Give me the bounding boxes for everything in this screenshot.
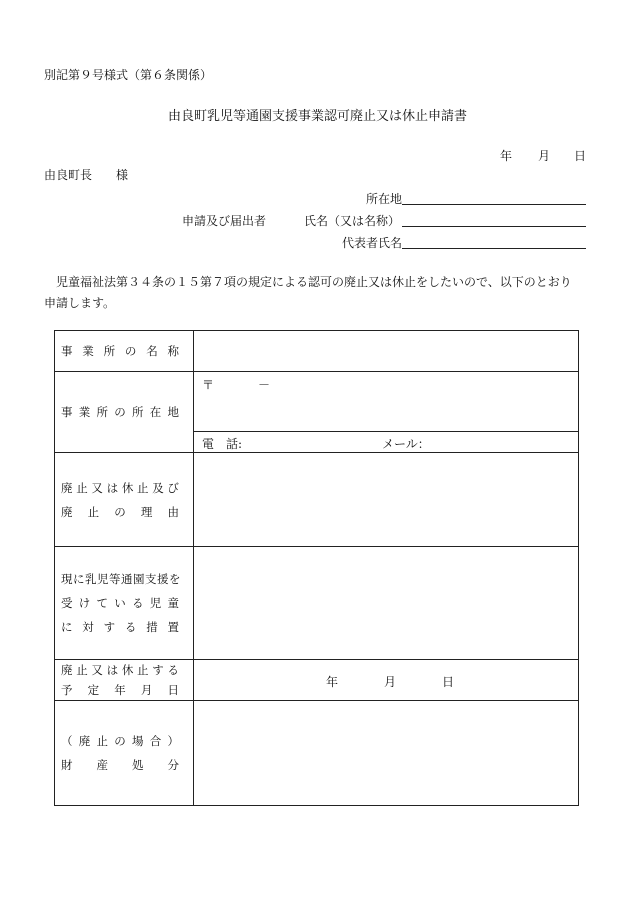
- scheduled-date-field[interactable]: [194, 660, 579, 701]
- label-line: 事 業 所 の 名 称: [61, 344, 179, 358]
- label-line: 予 定 年 月 日: [61, 683, 179, 697]
- scheduled-year: 年: [326, 675, 339, 689]
- name-label: 氏名（又は名称）: [304, 214, 401, 228]
- child-measures-field[interactable]: [194, 547, 579, 660]
- contact-field[interactable]: [194, 432, 579, 453]
- intro-line-2: 申請します。: [44, 296, 116, 310]
- date-year: 年: [500, 149, 513, 163]
- label-facility-address: [55, 372, 194, 453]
- phone-label: 電 話:: [202, 437, 243, 451]
- label-line: 事 業 所 の 所 在 地: [61, 405, 179, 419]
- facility-address-field[interactable]: [194, 372, 579, 432]
- address-line[interactable]: [402, 204, 586, 205]
- label-line: 廃 止 の 理 由: [61, 504, 179, 519]
- label-line: 現に乳児等通園支援を: [61, 572, 181, 586]
- name-line[interactable]: [402, 226, 586, 227]
- postal-mark: 〒: [202, 378, 215, 392]
- label-line: 廃 止 又 は 休 止 す る: [61, 663, 179, 677]
- intro-line-1: 児童福祉法第３４条の１５第７項の規定による認可の廃止又は休止をしたいので、以下のとおり: [56, 275, 572, 289]
- closure-reason-field[interactable]: [194, 453, 579, 547]
- label-child-measures: [55, 547, 194, 660]
- label-line: に 対 す る 措 置: [61, 620, 179, 634]
- label-line: 廃 止 又 は 休 止 及 び: [61, 480, 179, 495]
- document-title: 由良町乳児等通園支援事業認可廃止又は休止申請書: [168, 109, 468, 124]
- label-line: 受 け て い る 児 童: [61, 596, 179, 610]
- label-closure-reason: [55, 453, 194, 547]
- facility-name-field[interactable]: [194, 331, 579, 372]
- label-property-disposal: [55, 701, 194, 806]
- scheduled-day: 日: [442, 675, 455, 689]
- label-line: （ 廃 止 の 場 合 ）: [61, 734, 179, 748]
- label-line: 財 産 処 分: [61, 758, 179, 772]
- property-disposal-field[interactable]: [194, 701, 579, 806]
- address-label: 所在地: [366, 192, 403, 206]
- date-month: 月: [538, 149, 551, 163]
- label-scheduled-date: [55, 660, 194, 701]
- postal-dash: －: [258, 378, 271, 392]
- label-facility-name: [55, 331, 194, 372]
- date-day: 日: [574, 149, 587, 163]
- applicant-role-label: 申請及び届出者: [182, 214, 267, 228]
- application-table: [54, 330, 579, 806]
- representative-line[interactable]: [402, 248, 586, 249]
- email-label: メール：: [382, 437, 430, 451]
- representative-label: 代表者氏名: [342, 236, 403, 250]
- addressee: 由良町長 様: [44, 168, 129, 182]
- scheduled-month: 月: [384, 675, 397, 689]
- form-number: 別記第９号様式（第６条関係）: [44, 68, 213, 82]
